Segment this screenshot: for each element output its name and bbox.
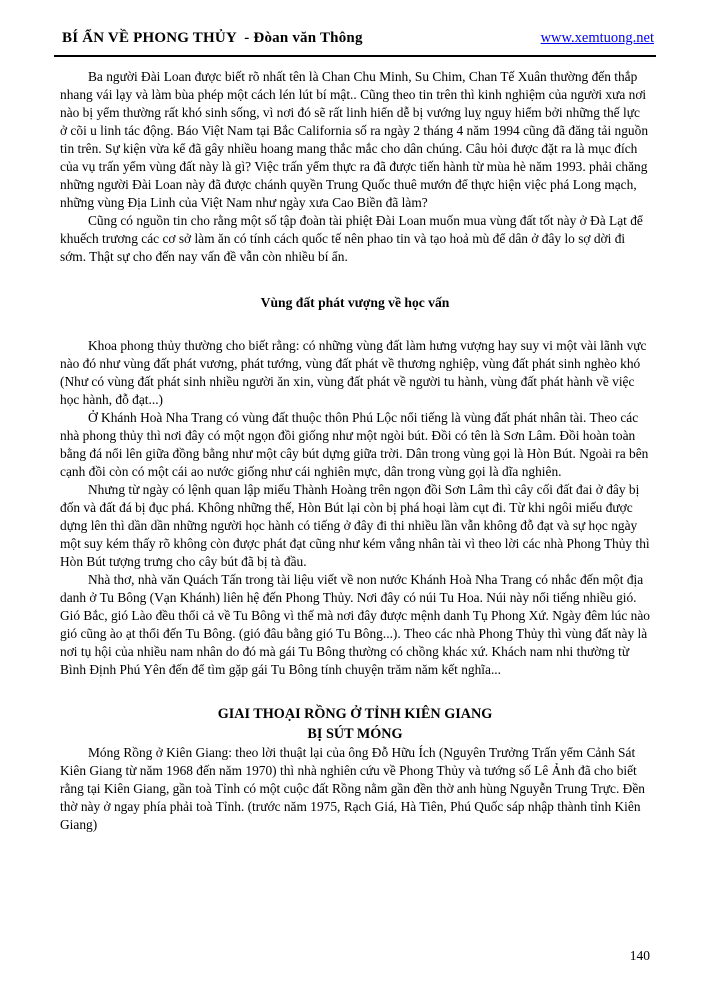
heading-line-2: BỊ SÚT MÓNG xyxy=(307,726,403,742)
document-body xyxy=(60,68,650,834)
website-link[interactable]: www.xemtuong.net xyxy=(540,30,654,46)
page-number: 140 xyxy=(629,948,650,963)
book-title: BÍ ẨN VỀ PHONG THỦY - Đòan văn Thông xyxy=(62,30,363,46)
body-paragraph: Cũng có nguồn tin cho rằng một số tập đoàn tài phiệt Đài Loan muốn mua vùng đất tốt này ở Đà Lạt để khuếch trương các cơ sở làm ăn có tính cách quốc tế nên phao tin và tạo hoả mù để dân ở đây lo sợ dời đi sớm. Thật sự cho đến nay vấn đề vẫn còn nhiều bí ẩn. xyxy=(60,213,643,264)
body-paragraph: Nhà thơ, nhà văn Quách Tấn trong tài liệu viết về non nước Khánh Hoà Nha Trang có nhắc đến một địa danh ở Tu Bông (Vạn Khánh) liên hệ đến Phong Thủy. Nơi đây có núi Tu Hoa. Núi này nổi tiếng nhiều gió. Gió Bắc, gió Lào đều thổi cả về Tu Bông vì thế mà nơi đây được mệnh danh Tụ Phong Xứ. Ngày đêm lúc nào gió cũng ào ạt thổi đến Tu Bông. (gió đâu bằng gió Tu Bông...). Theo các nhà Phong Thủy thì vùng đất này là nơi tụ hội của nhiều nam nhân do đó mà gái Tu Bông thường có chồng khác xứ. Khách nam nhi thường từ Bình Định Phú Yên đến để tìm gặp gái Tu Bông tính chuyện trăm năm kết nghĩa... xyxy=(60,572,651,677)
section-heading-kien-giang xyxy=(60,704,650,744)
body-paragraph: Ba người Đài Loan được biết rõ nhất tên là Chan Chu Minh, Su Chim, Chan Tế Xuân thường đến thắp nhang vái lạy và làm bùa phép một cách lén lút bí mật.. Cũng theo tin trên thì kinh nghiệm của người xưa nơi nào bị yểm thường rất khó sinh sống, vì nơi đó sẽ rất linh hiển dễ bị vướng luỵ nguy hiểm bởi những thế lực ở cõi u linh tác động. Báo Việt Nam tại Bắc California số ra ngày 2 tháng 4 năm 1994 cũng đã đăng tải nguồn tin trên. Sự kiện vừa kể đã gây nhiều hoang mang thắc mắc cho dân chúng. Câu hỏi được đặt ra là mục đích của vụ trấn yểm vùng đất này là gì? Việc trấn yểm thực ra đã được tiến hành từ mùa hè năm 1993. phải chăng những người Đài Loan này đã được chánh quyền Trung Quốc thuê mướn để thực hiện việc phá Long mạch, những vùng Địa Linh của Việt Nam như ngày xưa Cao Biền đã làm? xyxy=(60,69,649,210)
page-header xyxy=(62,30,654,47)
heading-line-1: GIAI THOẠI RỒNG Ở TỈNH KIÊN GIANG xyxy=(217,706,493,722)
body-paragraph: Nhưng từ ngày có lệnh quan lập miếu Thành Hoàng trên ngọn đồi Sơn Lâm thì cây cối đất đai ở đây bị đốn và đất đá bị đục phá. Không những thế, Hòn Bút lại còn bị phá hoại làm cụt đi. Từ khi ngôi miếu được dựng lên thì dần dần những người học hành có tiếng ở đây đi thi nhiều lần vẫn không đỗ đạt và sự học ngày một suy kém thấy rõ không còn được phát đạt cũng như kém vắng nhân tài vì theo lời các nhà Phong Thủy thì Hòn Bút tượng trưng cho cây bút đã bị tà đầu. xyxy=(60,482,650,569)
body-paragraph: Móng Rồng ở Kiên Giang: theo lời thuật lại của ông Đỗ Hữu Ích (Nguyên Trưởng Trấn yểm Cảnh Sát Kiên Giang từ năm 1968 đến năm 1970) thì nhà nghiên cứu về Phong Thủy và tướng số Lê Ảnh đã cho biết rằng tại Kiên Giang, gần toà Tỉnh có một cuộc đất Rồng nằm gần đền thờ anh hùng Nguyễn Trung Trực. Đền thờ này ở ngay phía phải toà Tỉnh. (trước năm 1975, Rạch Giá, Hà Tiên, Phú Quốc sáp nhập thành tỉnh Kiên Giang) xyxy=(60,745,645,832)
header-rule xyxy=(54,55,656,57)
body-paragraph: Khoa phong thủy thường cho biết rằng: có những vùng đất làm hưng vượng hay suy vi một vài lãnh vực nào đó như vùng đất phát vương, phát tướng, vùng đất phát về thương nghiệp, vùng đất phát sinh nghèo khó (Như có vùng đất phát sinh nhiều người ăn xin, vùng đất phát về người tu hành, vùng đất phát hành về việc học hành, đỗ đạt...) xyxy=(60,338,647,407)
body-paragraph: Ở Khánh Hoà Nha Trang có vùng đất thuộc thôn Phú Lộc nổi tiếng là vùng đất phát nhân tài. Theo các nhà phong thủy thì nơi đây có một ngọn đồi giống như một ngòi bút. Đồi có tên là Sơn Lâm. Đồi hoàn toàn bằng đá nổi lên giữa đồng bằng như một cây bút dựng giữa trời. Dân trong vùng gọi là Hòn Bút. Ngoài ra bên cạnh đồi còn có một cái ao nước giống như cái nghiên mực, dân trong vùng gọi là dĩa nghiên. xyxy=(60,410,649,479)
section-heading-hoc-van: Vùng đất phát vượng về học vấn xyxy=(260,295,450,310)
